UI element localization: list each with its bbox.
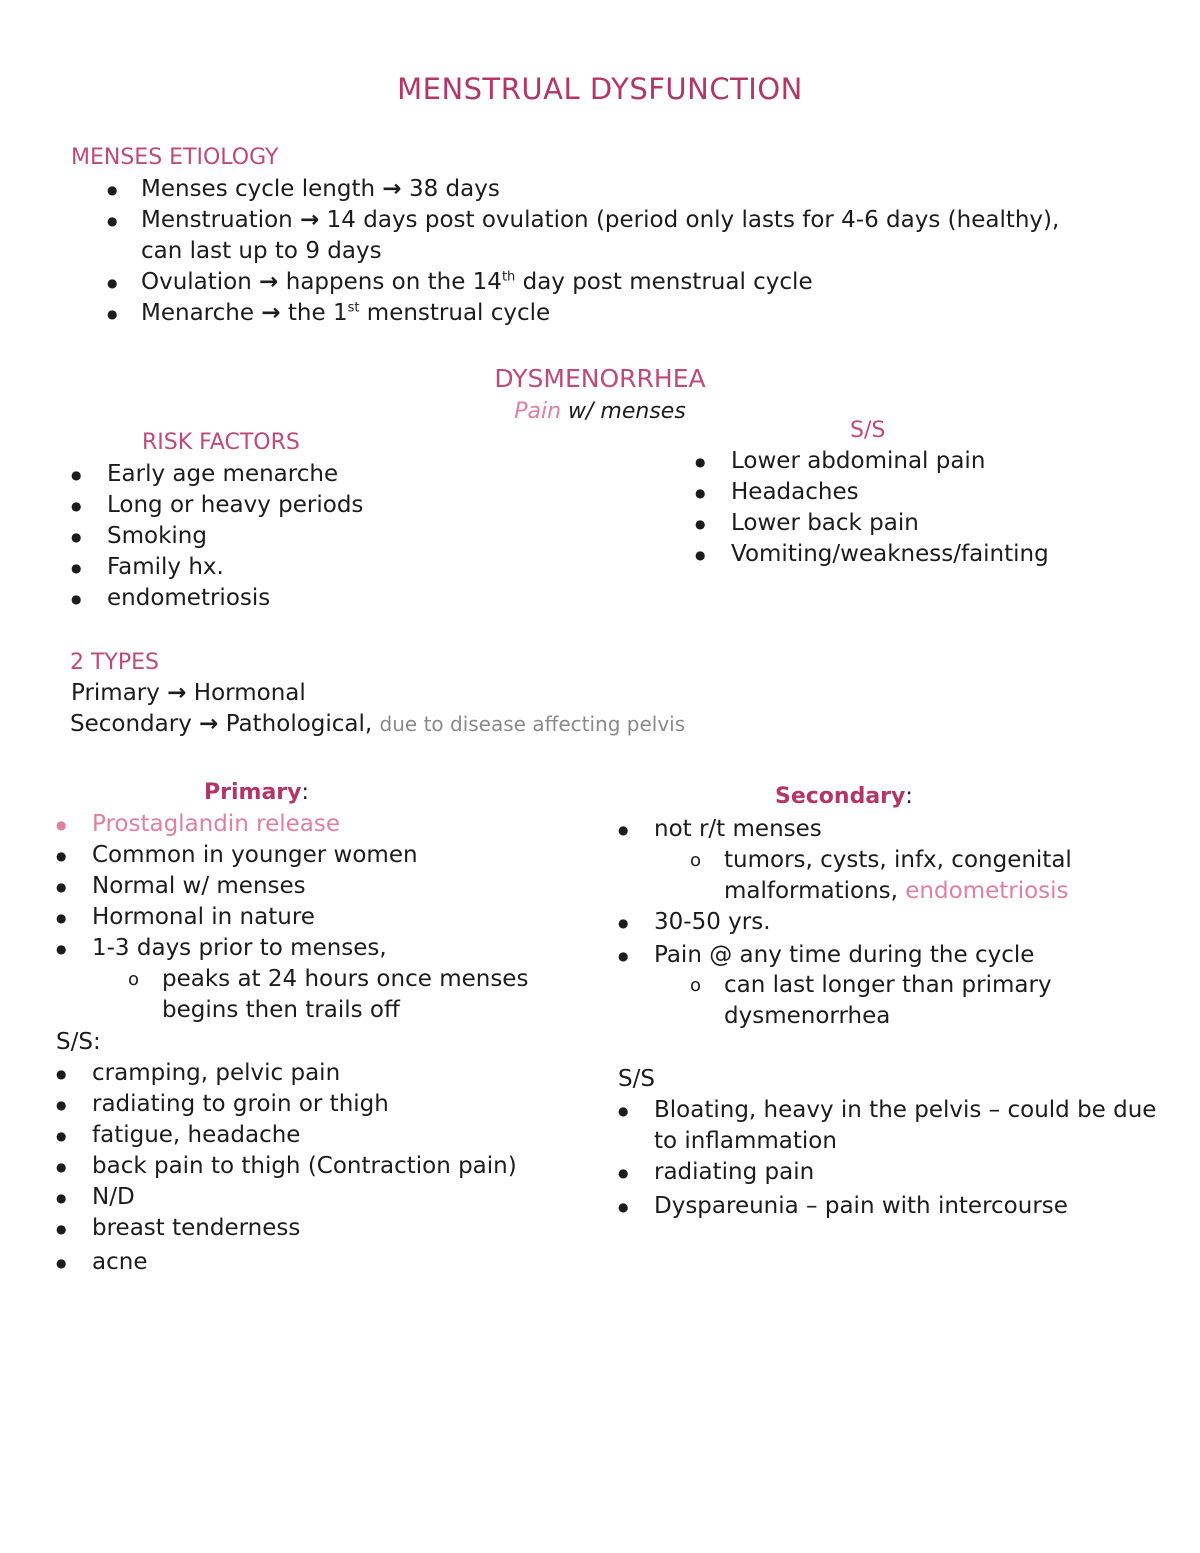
arrow-icon: →	[167, 680, 187, 706]
arrow-icon: →	[300, 207, 320, 233]
list-item: ● Menarche → the 1st menstrual cycle	[141, 298, 1101, 329]
secondary-sublist-2	[724, 970, 1174, 1032]
list-item: ● Smoking	[107, 521, 607, 552]
etiology-heading: MENSES ETIOLOGY	[71, 145, 279, 170]
primary-heading: Primary:	[204, 780, 309, 805]
list-item: ● Dyspareunia – pain with intercourse	[654, 1191, 1184, 1222]
list-item: ● N/D	[92, 1182, 592, 1213]
primary-list	[92, 809, 592, 964]
arrow-icon: →	[261, 300, 281, 326]
list-item: o can last longer than primary dysmenorrhea	[724, 970, 1174, 1032]
list-item: ● Ovulation → happens on the 14th day post menstrual cycle	[141, 267, 1101, 298]
list-item: ● Menses cycle length → 38 days	[141, 174, 1101, 205]
ss-heading: S/S	[850, 418, 886, 443]
arrow-icon: →	[259, 269, 279, 295]
etiology-list	[141, 174, 1101, 329]
list-item: ● endometriosis	[107, 583, 607, 614]
list-item: ● Lower back pain	[731, 508, 1181, 539]
dysmenorrhea-subtitle: Pain w/ menses	[514, 399, 686, 424]
list-item: ● Family hx.	[107, 552, 607, 583]
list-item: ● Pain @ any time during the cycle	[654, 940, 1174, 971]
list-item: ● radiating pain	[654, 1157, 1184, 1188]
list-item: ● Vomiting/weakness/fainting	[731, 539, 1181, 570]
list-item: ● 30-50 yrs.	[654, 907, 1174, 938]
list-item: ● 1-3 days prior to menses,	[92, 933, 592, 964]
primary-ss-list	[92, 1058, 592, 1278]
types-primary: Primary → Hormonal	[71, 680, 306, 706]
list-item: ● Bloating, heavy in the pelvis – could be due to inflammation	[654, 1095, 1184, 1157]
list-item: ● not r/t menses	[654, 814, 1174, 845]
list-item: ● radiating to groin or thigh	[92, 1089, 592, 1120]
list-item: ● acne	[92, 1247, 592, 1278]
list-item: ● Long or heavy periods	[107, 490, 607, 521]
secondary-ss-heading: S/S	[618, 1066, 655, 1092]
list-item: ● Menstruation → 14 days post ovulation (period only lasts for 4-6 days (healthy), can last up to 9 days	[141, 205, 1101, 267]
list-item: ● Early age menarche	[107, 459, 607, 490]
risk-factors-heading: RISK FACTORS	[142, 430, 300, 455]
dysmenorrhea-heading: DYSMENORRHEA	[494, 364, 706, 393]
arrow-icon: →	[382, 176, 402, 202]
primary-ss-heading: S/S:	[56, 1029, 101, 1055]
secondary-list-2	[654, 907, 1174, 971]
list-item: o tumors, cysts, infx, congenital malformations, endometriosis	[724, 845, 1174, 907]
list-item: ● breast tenderness	[92, 1213, 592, 1244]
list-item: ● Lower abdominal pain	[731, 446, 1181, 477]
list-item: ● cramping, pelvic pain	[92, 1058, 592, 1089]
types-secondary: Secondary → Pathological, due to disease affecting pelvis	[70, 711, 686, 737]
list-item: ● Headaches	[731, 477, 1181, 508]
ss-list	[731, 446, 1181, 570]
page-title: MENSTRUAL DYSFUNCTION	[397, 72, 803, 106]
types-heading: 2 TYPES	[70, 650, 159, 675]
list-item: o peaks at 24 hours once menses begins then trails off	[162, 964, 582, 1026]
list-item: ● Common in younger women	[92, 840, 592, 871]
list-item: ● Normal w/ menses	[92, 871, 592, 902]
secondary-list	[654, 814, 1174, 845]
secondary-ss-list	[654, 1095, 1184, 1222]
primary-sublist	[162, 964, 582, 1026]
risk-factors-list	[107, 459, 607, 614]
list-item: ● Prostaglandin release	[92, 809, 592, 840]
secondary-heading: Secondary:	[775, 784, 913, 809]
list-item: ● fatigue, headache	[92, 1120, 592, 1151]
list-item: ● Hormonal in nature	[92, 902, 592, 933]
secondary-sublist	[724, 845, 1174, 907]
list-item: ● back pain to thigh (Contraction pain)	[92, 1151, 592, 1182]
arrow-icon: →	[199, 711, 219, 737]
